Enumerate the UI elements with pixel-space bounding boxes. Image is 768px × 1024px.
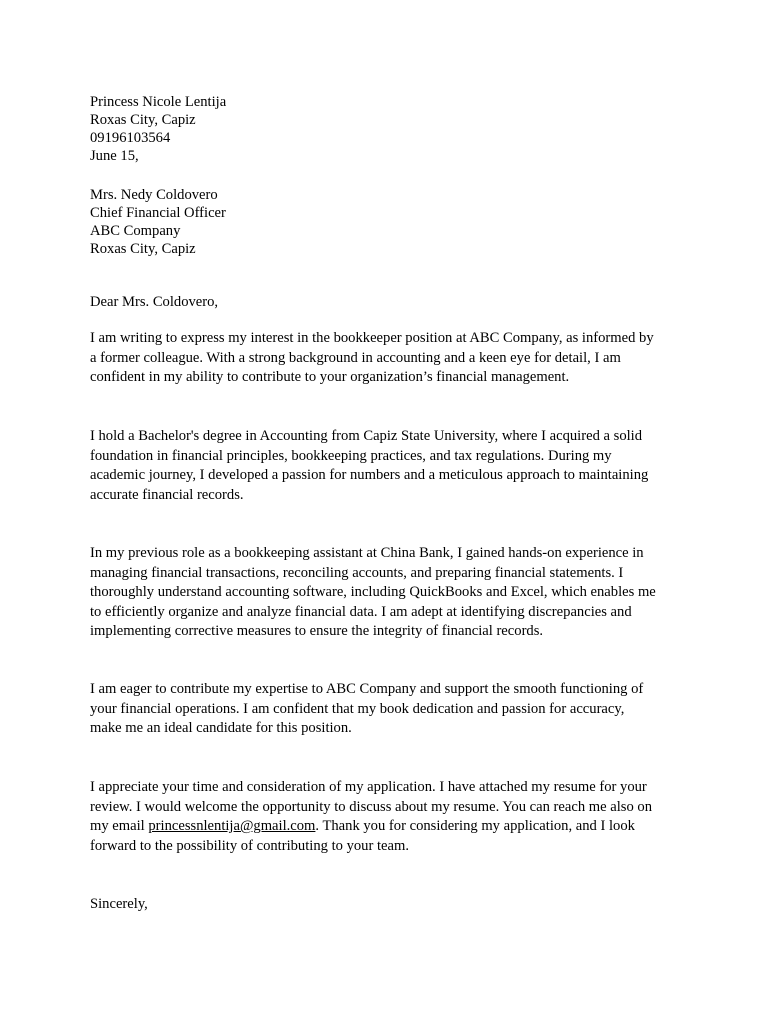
- paragraph-line: In my previous role as a bookkeeping assistant at China Bank, I gained hands-on experience in: [90, 545, 644, 561]
- paragraph-line: to efficiently organize and analyze financial data. I am adept at identifying discrepancies and: [90, 603, 632, 620]
- recipient-block: [90, 186, 690, 258]
- paragraph-line: review. I would welcome the opportunity to discuss about my resume. You can reach me also on: [90, 798, 653, 815]
- paragraph-appreciation: [90, 778, 690, 856]
- greeting: Dear Mrs. Coldovero,: [90, 294, 219, 310]
- paragraph-line: accurate financial records.: [90, 486, 244, 503]
- sender-address: Roxas City, Capiz: [90, 112, 196, 128]
- closing: Sincerely,: [90, 896, 148, 912]
- email-prefix-text: my email: [90, 818, 149, 834]
- recipient-title: Chief Financial Officer: [90, 205, 226, 221]
- paragraph-line: make me an ideal candidate for this position.: [90, 720, 352, 736]
- paragraph-line: a former colleague. With a strong background in accounting and a keen eye for detail, I am: [90, 349, 621, 366]
- paragraph-line: I am writing to express my interest in the bookkeeper position at ABC Company, as informed by: [90, 330, 654, 346]
- recipient-name: Mrs. Nedy Coldovero: [90, 187, 218, 203]
- sender-name: Princess Nicole Lentija: [90, 94, 227, 110]
- paragraph-line: managing financial transactions, reconciling accounts, and preparing financial statements. I: [90, 564, 624, 581]
- sender-phone: 09196103564: [90, 130, 171, 146]
- paragraph-experience: [90, 544, 690, 642]
- paragraph-line-with-email: [90, 817, 690, 837]
- paragraph-line: I appreciate your time and consideration of my application. I have attached my resume for your: [90, 779, 647, 795]
- paragraph-line: forward to the possibility of contributing to your team.: [90, 837, 409, 854]
- recipient-company: ABC Company: [90, 223, 181, 239]
- sender-block: [90, 93, 690, 165]
- email-link[interactable]: princessnlentija@gmail.com: [148, 818, 316, 834]
- paragraph-contribution: [90, 680, 690, 739]
- paragraph-education: [90, 427, 690, 505]
- paragraph-line: thoroughly understand accounting software, including QuickBooks and Excel, which enables me: [90, 584, 656, 600]
- recipient-address: Roxas City, Capiz: [90, 241, 196, 257]
- paragraph-line: I am eager to contribute my expertise to ABC Company and support the smooth functioning of: [90, 681, 644, 697]
- letter-date: June 15,: [90, 148, 139, 164]
- paragraph-line: implementing corrective measures to ensure the integrity of financial records.: [90, 623, 544, 639]
- paragraph-interest: [90, 329, 690, 388]
- paragraph-line: your financial operations. I am confident that my book dedication and passion for accuracy,: [90, 700, 625, 717]
- email-suffix-text: . Thank you for considering my application, and I look: [315, 818, 635, 834]
- paragraph-line: I hold a Bachelor's degree in Accounting from Capiz State University, where I acquired a solid: [90, 428, 643, 444]
- paragraph-line: academic journey, I developed a passion for numbers and a meticulous approach to maintaining: [90, 467, 649, 483]
- paragraph-line: foundation in financial principles, bookkeeping practices, and tax regulations. During my: [90, 447, 612, 464]
- paragraph-line: confident in my ability to contribute to your organization’s financial management.: [90, 369, 570, 385]
